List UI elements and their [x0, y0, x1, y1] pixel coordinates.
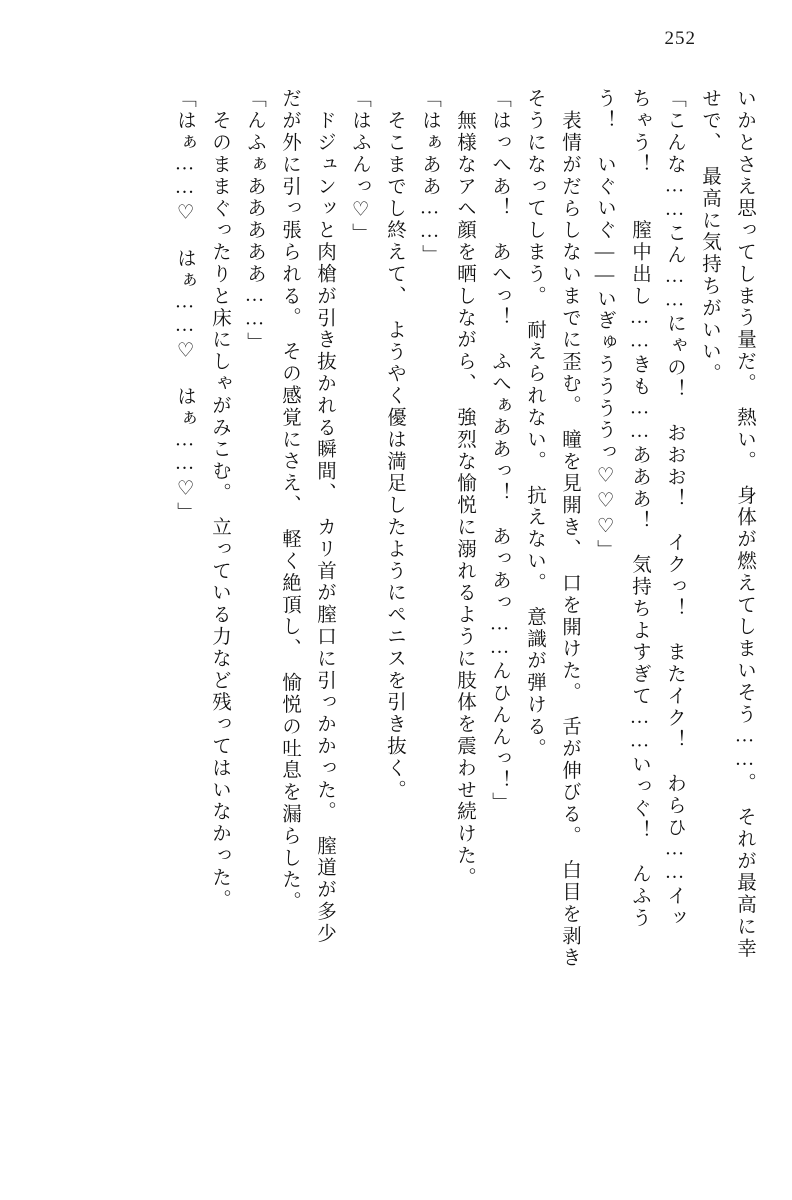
text-line: 「んふぁあああああ……」	[244, 88, 265, 354]
text-line: ちゃう！ 膣中出し……きも……あああ！ 気持ちよすぎて……いっぐ！ んふう	[629, 88, 650, 930]
text-line: だが外に引っ張られる。 その感覚にさえ、 軽く絶頂し、 愉悦の吐息を漏らした。	[279, 88, 300, 913]
text-line: せで、 最高に気持ちがいい。	[699, 88, 720, 385]
text-line: ドジュンッと肉槍が引き抜かれる瞬間、 カリ首が膣口に引っかかった。 膣道が多少	[314, 110, 335, 945]
text-line: そうになってしまう。 耐えられない。 抗えない。 意識が弾ける。	[524, 88, 545, 760]
text-line: う！ いぐいぐ――いぎゅううううっ♡♡♡」	[594, 88, 615, 562]
text-line: 「はっへあ！ あへっ！ ふへぁああっ！ あっあっ……んひんんっ！」	[489, 88, 510, 814]
vertical-text-body	[30, 88, 762, 1140]
text-line: 「はぁ……♡ はぁ……♡ はぁ……♡」	[174, 88, 195, 524]
text-line: いかとさえ思ってしまう量だ。 熱い。 身体が燃えてしまいそう……。 それが最高に幸	[734, 88, 755, 960]
text-line: そのままぐったりと床にしゃがみこむ。 立っている力など残ってはいなかった。	[209, 110, 230, 911]
text-line: 「はふんっ♡」	[349, 88, 370, 245]
text-line: 無様なアヘ顔を晒しながら、 強烈な愉悦に溺れるように肢体を震わせ続けた。	[454, 110, 475, 889]
page-number: 252	[664, 28, 696, 49]
text-line: そこまでし終えて、 ようやく優は満足したようにペニスを引き抜く。	[384, 110, 405, 802]
text-line: 「はぁああ……」	[419, 88, 440, 267]
text-line: 「こんな……こん……にゃの！ おおお！ イクっ！ またイク！ わらひ……イッ	[664, 88, 685, 930]
text-line: 表情がだらしないまでに歪む。 瞳を見開き、 口を開けた。 舌が伸びる。 白目を剥き	[559, 110, 580, 969]
